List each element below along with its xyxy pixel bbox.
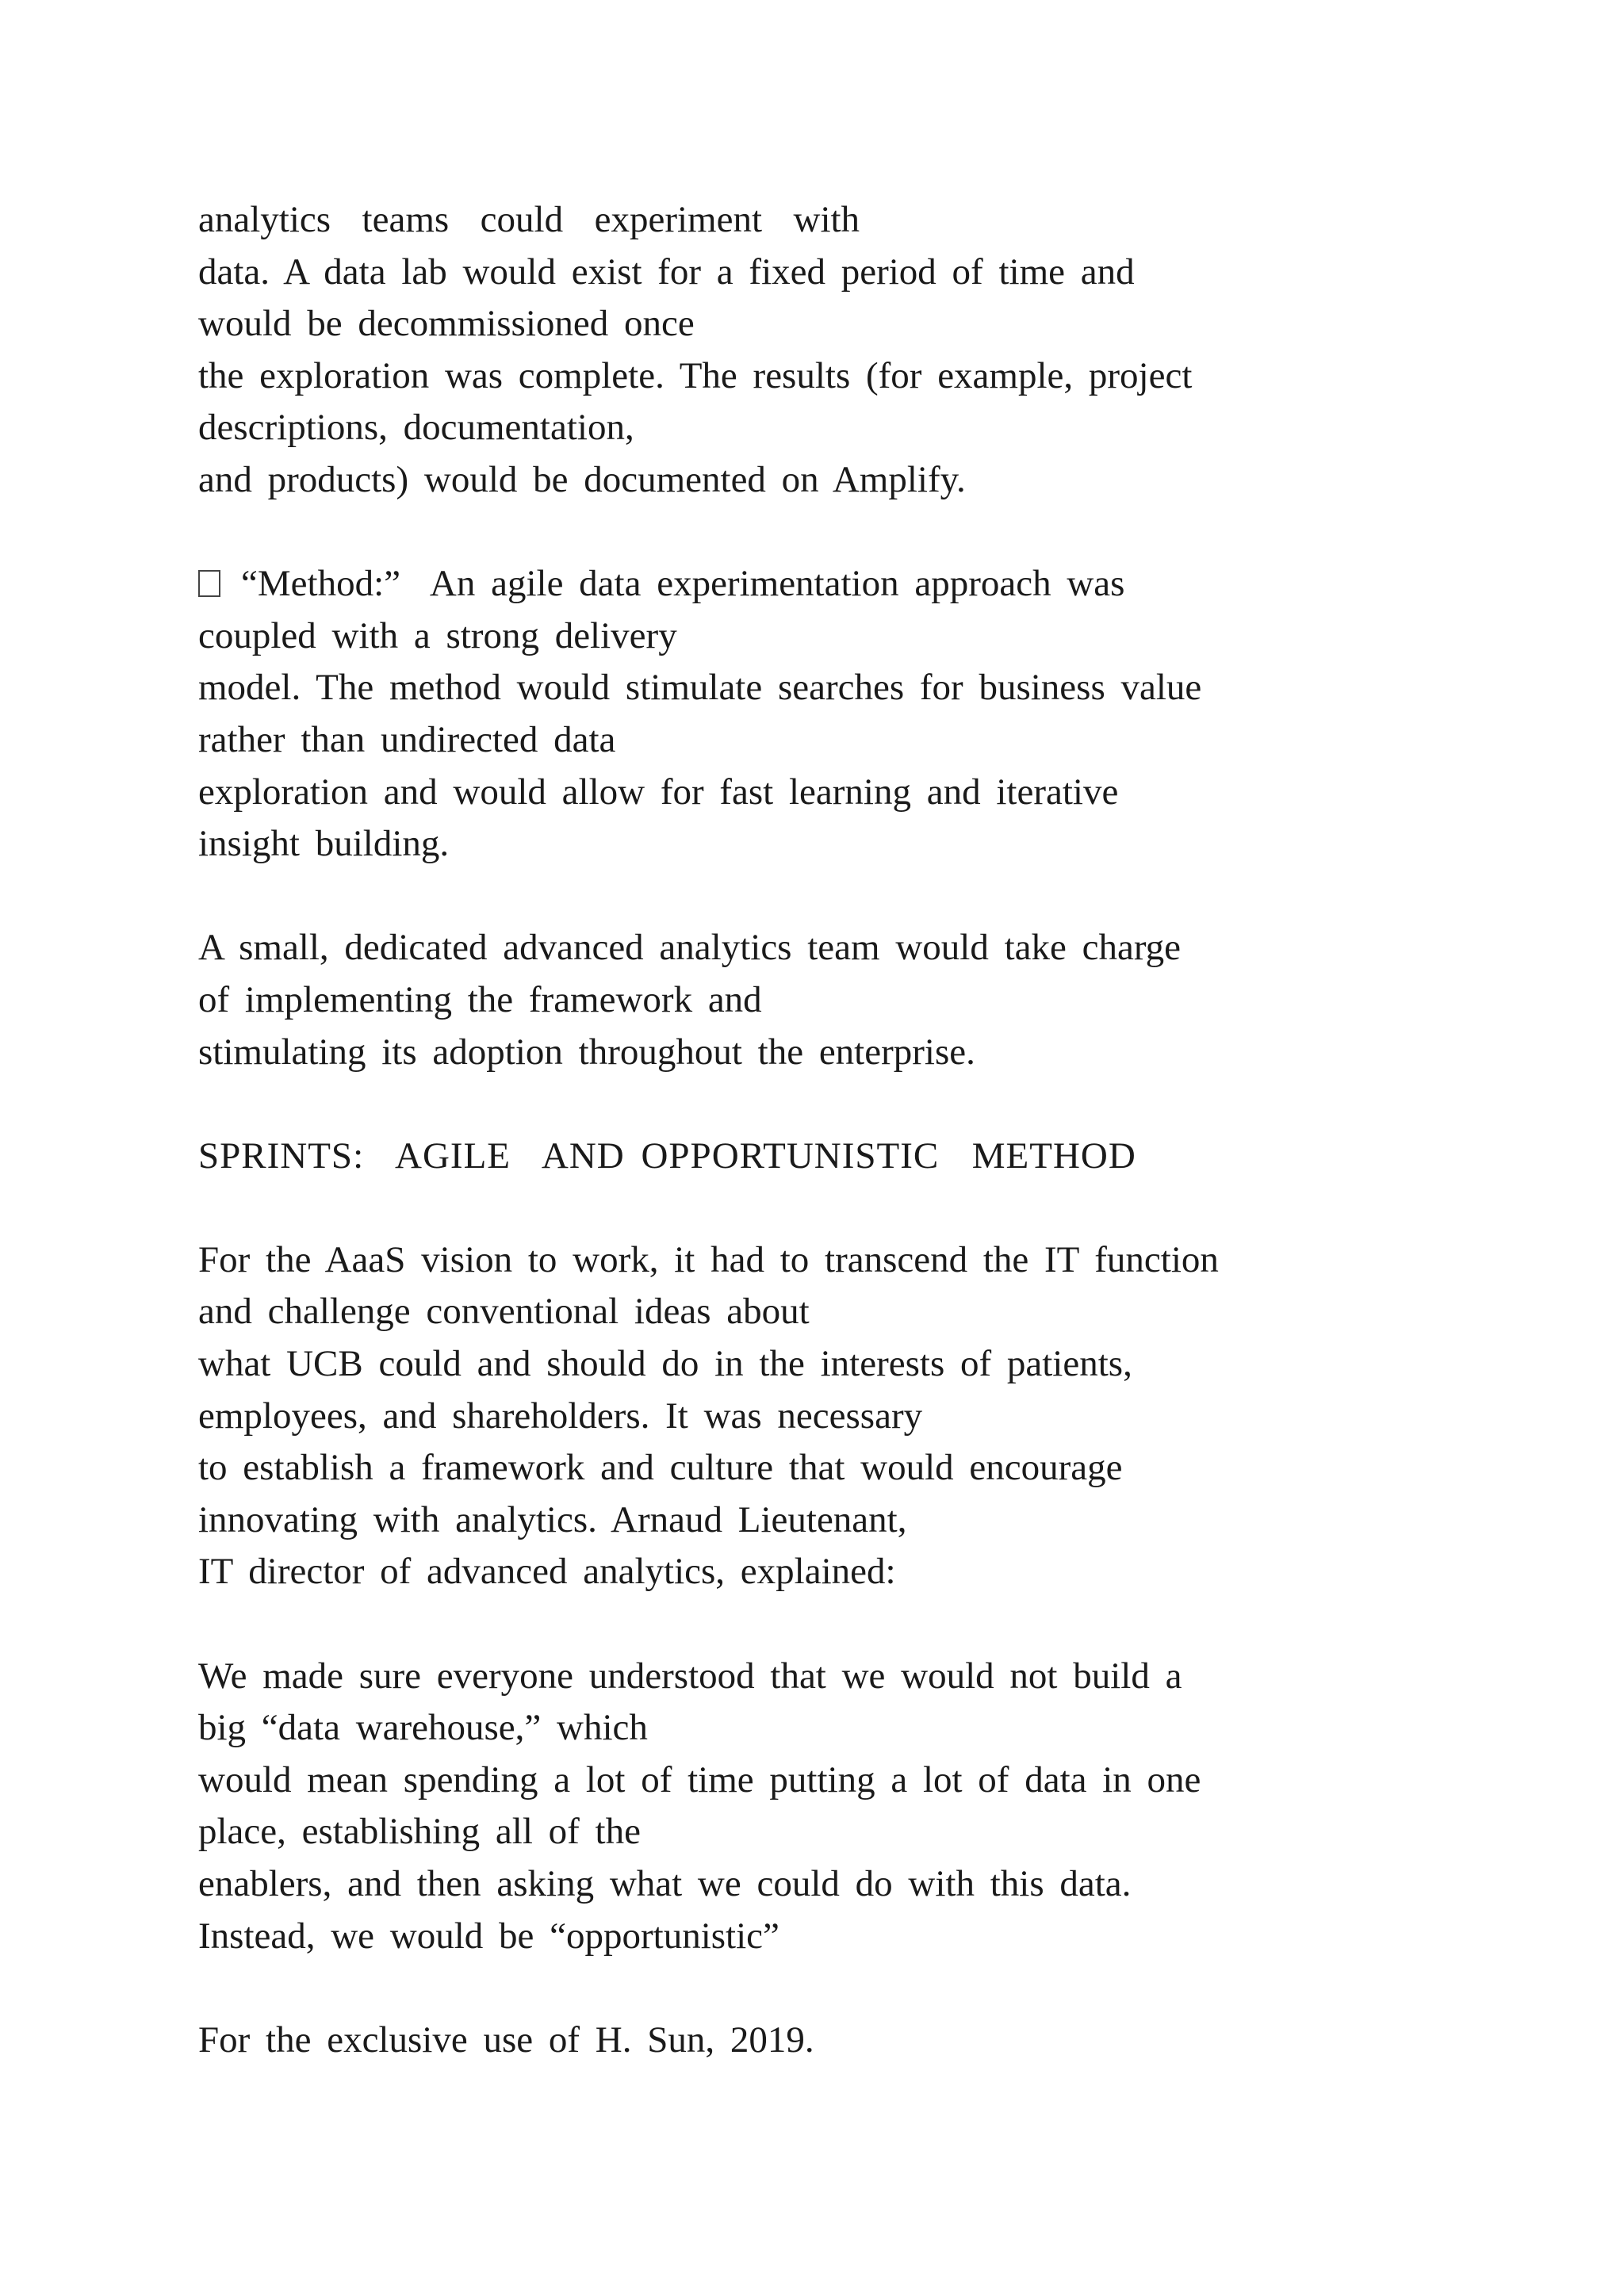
paragraph-spacer xyxy=(198,1598,1435,1651)
text-line: exploration and would allow for fast learning and iterative xyxy=(198,771,1119,813)
text-line: the exploration was complete. The results (for example, project xyxy=(198,354,1193,396)
text-line: Instead, we would be “opportunistic” xyxy=(198,1915,779,1957)
paragraph-spacer xyxy=(198,1962,1435,2015)
quote-paragraph xyxy=(198,1651,1435,1963)
section-heading xyxy=(198,1131,1435,1183)
text-line: A small, dedicated advanced analytics team would take charge xyxy=(198,927,1181,969)
paragraph xyxy=(198,1234,1435,1598)
paragraph-spacer xyxy=(198,1078,1435,1131)
text-line: coupled with a strong delivery xyxy=(198,614,677,656)
bullet-paragraph xyxy=(198,558,1435,871)
section-heading-text: SPRINTS: AGILE AND OPPORTUNISTIC METHOD xyxy=(198,1135,1136,1177)
text-line xyxy=(198,558,1435,610)
text-line: data. A data lab would exist for a fixed period of time and xyxy=(198,251,1135,293)
text-line: descriptions, documentation, xyxy=(198,407,634,449)
text-line: of implementing the framework and xyxy=(198,978,762,1020)
text-line: stimulating its adoption throughout the enterprise. xyxy=(198,1031,975,1073)
text-line: to establish a framework and culture that would encourage xyxy=(198,1447,1123,1489)
text-line: what UCB could and should do in the interests of patients, xyxy=(198,1343,1132,1385)
text-line: IT director of advanced analytics, explained: xyxy=(198,1551,896,1593)
text-line: and products) would be documented on Amplify. xyxy=(198,458,966,500)
text-line-content: “Method:” An agile data experimentation approach was xyxy=(241,563,1125,605)
paragraph-spacer xyxy=(198,871,1435,923)
text-line: enablers, and then asking what we could do with this data. xyxy=(198,1863,1132,1904)
text-line: insight building. xyxy=(198,823,450,865)
text-line: model. The method would stimulate searches for business value xyxy=(198,667,1202,709)
text-line: rather than undirected data xyxy=(198,718,616,760)
paragraph xyxy=(198,194,1435,507)
text-line: For the AaaS vision to work, it had to transcend the IT function xyxy=(198,1238,1219,1280)
paragraph-spacer xyxy=(198,1182,1435,1234)
usage-notice xyxy=(198,2015,1435,2067)
bullet-box-icon xyxy=(198,570,220,597)
text-line: innovating with analytics. Arnaud Lieutenant, xyxy=(198,1498,907,1540)
text-line: big “data warehouse,” which xyxy=(198,1707,648,1749)
text-line: We made sure everyone understood that we would not build a xyxy=(198,1655,1182,1697)
text-line: place, establishing all of the xyxy=(198,1811,641,1853)
text-line: analytics teams could experiment with xyxy=(198,199,860,240)
text-line: would mean spending a lot of time putting a lot of data in one xyxy=(198,1758,1201,1800)
text-line: would be decommissioned once xyxy=(198,303,695,345)
text-line: employees, and shareholders. It was necessary xyxy=(198,1395,923,1437)
document-body xyxy=(198,194,1435,2066)
usage-notice-text: For the exclusive use of H. Sun, 2019. xyxy=(198,2019,814,2061)
paragraph xyxy=(198,922,1435,1078)
paragraph-spacer xyxy=(198,507,1435,559)
text-line: and challenge conventional ideas about xyxy=(198,1291,810,1333)
